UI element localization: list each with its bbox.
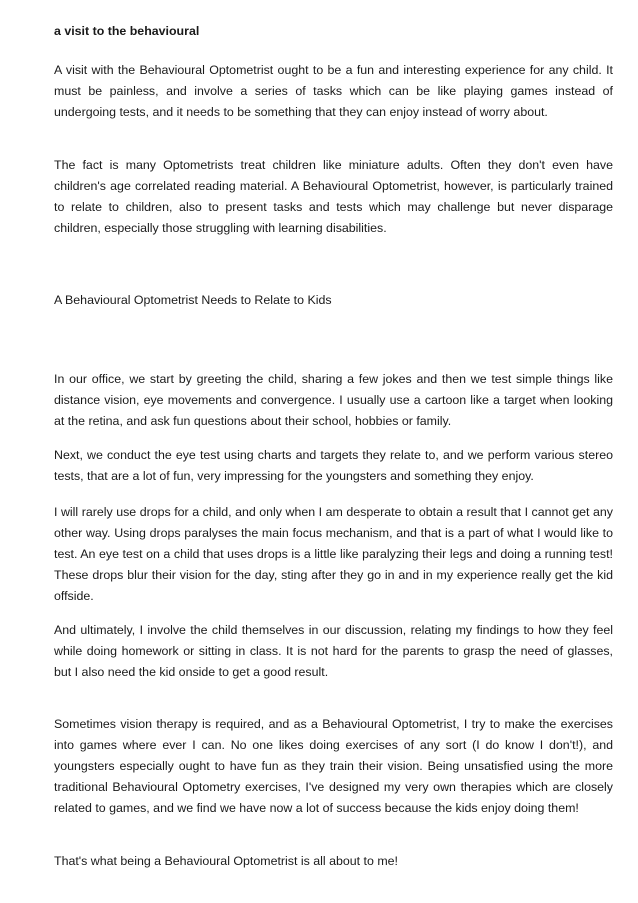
paragraph-drops: I will rarely use drops for a child, and only when I am desperate to obtain a result that I cannot get any other way. Using drops paralyses the main focus mechanism, and that is a part of what I would like to test. An eye test on a child that uses drops is a little like paralyzing their legs and doing a running test! These drops blur their vision for the day, sting after they go in and in my experience really get the kid offside. bbox=[54, 505, 613, 603]
section-heading: A Behavioural Optometrist Needs to Relate to Kids bbox=[54, 293, 332, 307]
paragraph-involve: And ultimately, I involve the child themselves in our discussion, relating my findings to how they feel while doing homework or sitting in class. It is not hard for the parents to grasp the need of glasses, but I also need the kid onside to get a good result. bbox=[54, 623, 613, 679]
paragraph-eye-test: Next, we conduct the eye test using charts and targets they relate to, and we perform various stereo tests, that are a lot of fun, very impressing for the youngsters and something they enjoy. bbox=[54, 448, 613, 483]
paragraph-closing: That's what being a Behavioural Optometrist is all about to me! bbox=[54, 854, 398, 868]
paragraph-fact: The fact is many Optometrists treat children like miniature adults. Often they don't even have children's age correlated reading material. A Behavioural Optometrist, however, is particularly trained to relate to children, also to present tasks and tests which may challenge but never disparage children, especially those struggling with learning disabilities. bbox=[54, 158, 613, 235]
paragraph-therapy: Sometimes vision therapy is required, and as a Behavioural Optometrist, I try to make the exercises into games where ever I can. No one likes doing exercises of any sort (I do know I don't!), and youngsters especially ought to have fun as they train their vision. Being unsatisfied using the more traditional Behavioural Optometry exercises, I've designed my very own therapies which are closely related to games, and we find we have now a lot of success because the kids enjoy doing them! bbox=[54, 717, 613, 815]
paragraph-office: In our office, we start by greeting the child, sharing a few jokes and then we test simple things like distance vision, eye movements and convergence. I usually use a cartoon like a target when looking at the retina, and ask fun questions about their school, hobbies or family. bbox=[54, 372, 613, 428]
paragraph-intro: A visit with the Behavioural Optometrist ought to be a fun and interesting experience for any child. It must be painless, and involve a series of tasks which can be like playing games instead of undergoing tests, and it needs to be something that they can enjoy instead of worry about. bbox=[54, 63, 613, 119]
document-title: a visit to the behavioural bbox=[54, 24, 200, 38]
